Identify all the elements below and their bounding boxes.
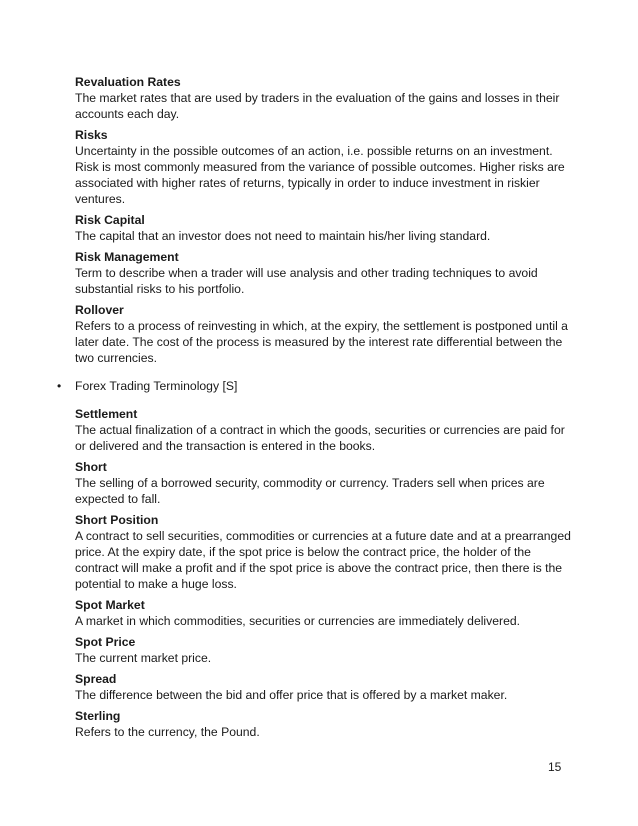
- glossary-entry: [75, 671, 575, 703]
- glossary-entry: [75, 249, 575, 297]
- glossary-entry: [75, 74, 575, 122]
- term-definition: The capital that an investor does not need to maintain his/her living standard.: [75, 229, 491, 243]
- term-heading: Spot Price: [75, 635, 136, 649]
- glossary-entry: [75, 512, 575, 592]
- term-definition: Refers to the currency, the Pound.: [75, 725, 260, 739]
- glossary-entry: [75, 597, 575, 629]
- term-definition: Refers to a process of reinvesting in which, at the expiry, the settlement is postponed until a later date. The cost of the process is measured by the interest rate differential between the two currencies.: [75, 319, 568, 365]
- glossary-section-s: [75, 406, 575, 740]
- term-heading: Spot Market: [75, 598, 145, 612]
- bullet-heading: [57, 378, 575, 394]
- glossary-entry: [75, 406, 575, 454]
- term-definition: A contract to sell securities, commodities or currencies at a future date and at a prearranged price. At the expiry date, if the spot price is below the contract price, the holder of the contract will make a profit and if the spot price is above the contract price, then there is the potential to make a huge loss.: [75, 529, 571, 591]
- glossary-entry: [75, 459, 575, 507]
- term-definition: The difference between the bid and offer price that is offered by a market maker.: [75, 688, 508, 702]
- term-heading: Revaluation Rates: [75, 75, 181, 89]
- bullet-icon: •: [57, 379, 62, 393]
- term-definition: The selling of a borrowed security, commodity or currency. Traders sell when prices are expected to fall.: [75, 476, 545, 506]
- term-heading: Sterling: [75, 709, 121, 723]
- term-definition: A market in which commodities, securities or currencies are immediately delivered.: [75, 614, 521, 628]
- glossary-entry: [75, 708, 575, 740]
- term-definition: The actual finalization of a contract in which the goods, securities or currencies are paid for or delivered and the transaction is entered in the books.: [75, 423, 565, 453]
- glossary-content: [57, 74, 575, 745]
- page-number: 15: [548, 760, 562, 774]
- term-heading: Settlement: [75, 407, 138, 421]
- glossary-entry: [75, 212, 575, 244]
- term-heading: Spread: [75, 672, 117, 686]
- term-heading: Risks: [75, 128, 108, 142]
- term-definition: Uncertainty in the possible outcomes of an action, i.e. possible returns on an investment. Risk is most commonly measured from the variance of possible outcomes. Higher risks are associated with higher rates of returns, typically in order to induce investment in riskier ventures.: [75, 144, 565, 206]
- glossary-entry: [75, 127, 575, 207]
- term-definition: The market rates that are used by traders in the evaluation of the gains and losses in their accounts each day.: [75, 91, 560, 121]
- section-heading: Forex Trading Terminology [S]: [75, 379, 238, 393]
- term-heading: Short Position: [75, 513, 159, 527]
- glossary-entry: [75, 302, 575, 366]
- term-definition: The current market price.: [75, 651, 212, 665]
- term-heading: Rollover: [75, 303, 124, 317]
- term-definition: Term to describe when a trader will use analysis and other trading techniques to avoid substantial risks to his portfolio.: [75, 266, 538, 296]
- glossary-section-r: [75, 74, 575, 366]
- term-heading: Short: [75, 460, 107, 474]
- term-heading: Risk Management: [75, 250, 179, 264]
- glossary-entry: [75, 634, 575, 666]
- term-heading: Risk Capital: [75, 213, 145, 227]
